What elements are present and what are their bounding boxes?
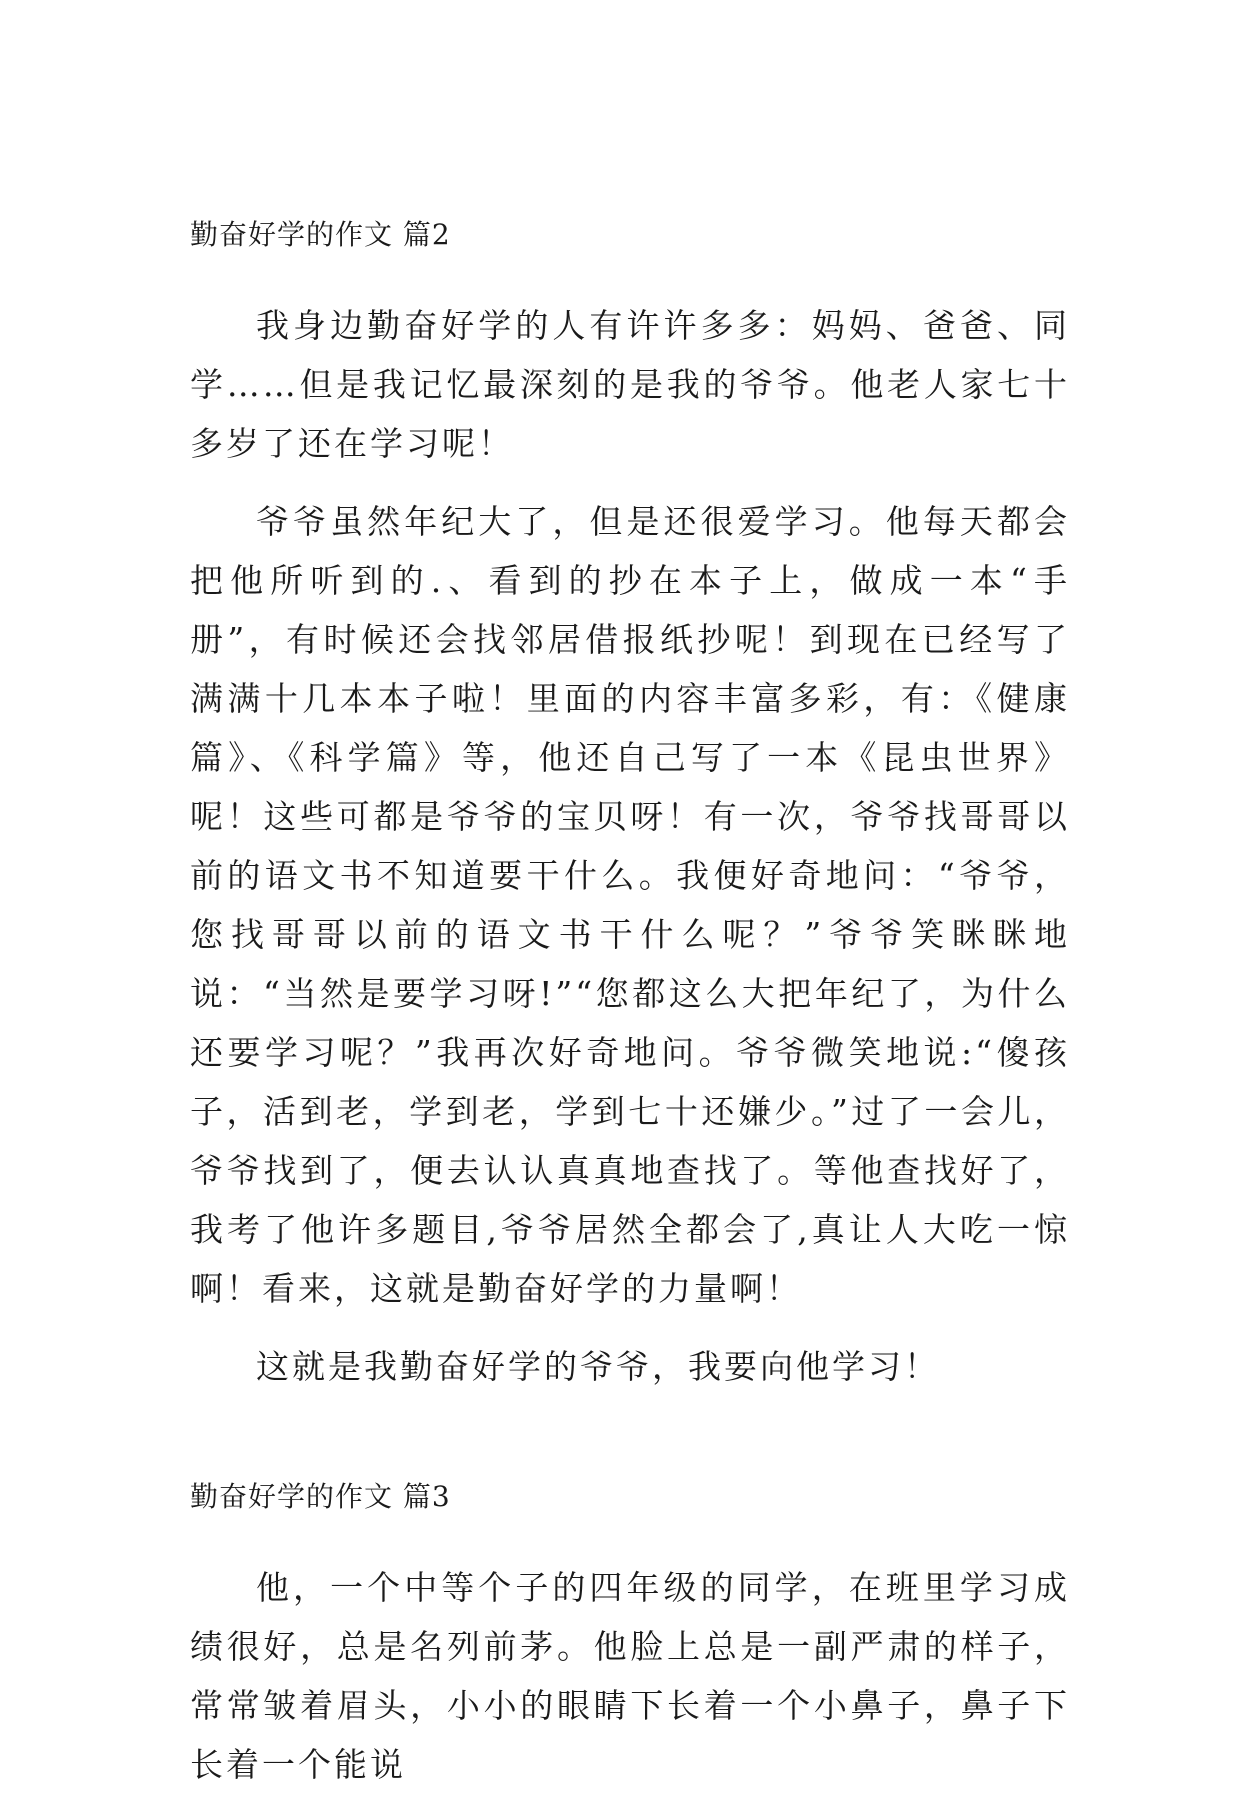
paragraph: 这就是我勤奋好学的爷爷，我要向他学习！ [256, 1347, 940, 1386]
document-body [190, 220, 1070, 1794]
paragraph: 爷爷虽然年纪大了，但是还很爱学习。他每天都会把他所听到的.、看到的抄在本子上，做成一本“手册”，有时候还会找邻居借报纸抄呢！到现在已经写了满满十几本本子啦！里面的内容丰富多彩，有：《健康篇》、《科学篇》等，他还自己写了一本《昆虫世界》呢！这些可都是爷爷的宝贝呀！有一次，爷爷找哥哥以前的语文书不知道要干什么。我便好奇地问：“爷爷，您找哥哥以前的语文书干什么呢？”爷爷笑眯眯地说：“当然是要学习呀!”“您都这么大把年纪了，为什么还要学习呢？”我再次好奇地问。爷爷微笑地说:“傻孩子，活到老，学到老，学到七十还嫌少。”过了一会儿，爷爷找到了，便去认认真真地查找了。等他查找好了，我考了他许多题目,爷爷居然全都会了,真让人大吃一惊啊！看来，这就是勤奋好学的力量啊！ [190, 502, 1070, 1308]
paragraph: 我身边勤奋好学的人有许许多多：妈妈、爸爸、同学……但是我记忆最深刻的是我的爷爷。他老人家七十多岁了还在学习呢！ [190, 306, 1070, 463]
paragraph: 他，一个中等个子的四年级的同学，在班里学习成绩很好，总是名列前茅。他脸上总是一副严肃的样子，常常皱着眉头，小小的眼睛下长着一个小鼻子，鼻子下长着一个能说 [190, 1568, 1070, 1784]
section-heading: 勤奋好学的作文 篇3 [190, 1480, 451, 1513]
section-heading: 勤奋好学的作文 篇2 [190, 218, 451, 251]
